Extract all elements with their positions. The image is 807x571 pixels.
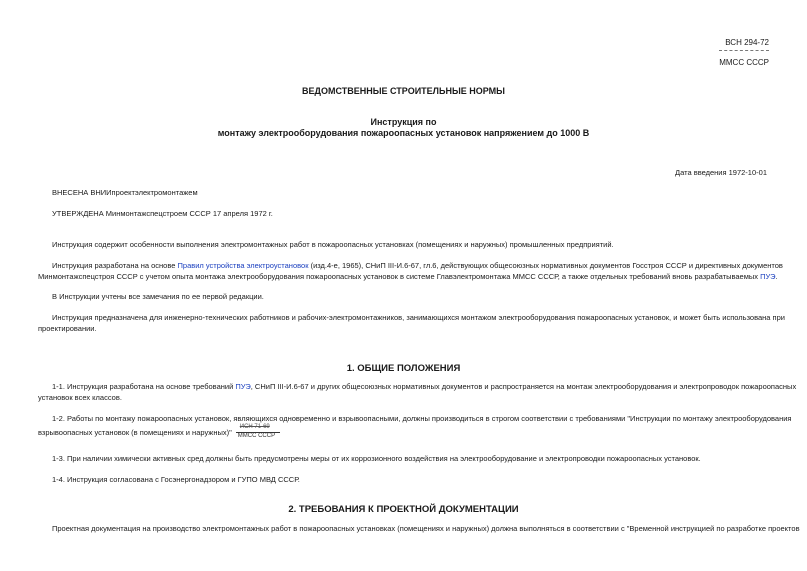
section-1-paragraph-2: 1-2. Работы по монтажу пожароопасных установок, являющихся одновременно и взрывоопасными, должны производиться в строгом соответствии с требованиями "Инструкции по монтажу электрооборудования (52, 414, 792, 423)
introduced-by: ВНЕСЕНА ВНИИпроектэлектромонтажем (52, 188, 198, 197)
link-pue[interactable]: ПУЭ (235, 382, 251, 391)
text: (изд.4-е, 1965), СНиП III-И.6-67, гл.6, действующих общесоюзных нормативных документов Госстроя СССР и директивных документов (308, 261, 783, 270)
doc-code-rule (719, 50, 769, 51)
doc-subtitle-line1: Инструкция по (370, 117, 437, 127)
doc-code: ВСН 294-72 (725, 38, 769, 47)
intro-paragraph-1: Инструкция содержит особенности выполнения электромонтажных работ в пожароопасных установках (помещениях и наружных) промышленных предприятий. (52, 240, 614, 249)
fraction-top: ИСН 71-69 (239, 424, 270, 430)
text: . (775, 272, 778, 281)
link-pue-rules[interactable]: Правил устройства электроустановок (177, 261, 309, 270)
text: Инструкция разработана на основе (52, 261, 178, 270)
approved-by: УТВЕРЖДЕНА Минмонтажспецстроем СССР 17 апреля 1972 г. (52, 209, 273, 218)
text: взрывоопасных установок (в помещениях и наружных)" (38, 428, 232, 437)
intro-paragraph-2 (52, 261, 783, 270)
effective-date: Дата введения 1972-10-01 (675, 168, 767, 177)
intro-paragraph-4-line2: проектировании. (38, 324, 97, 333)
intro-paragraph-2-line2 (38, 272, 778, 281)
section-1-paragraph-1 (52, 382, 796, 391)
section-1-paragraph-1-line2: установок всех классов. (38, 393, 122, 402)
fraction-bottom: ММСС СССР (237, 433, 276, 439)
section-2-paragraph-1: Проектная документация на производство электромонтажных работ в пожароопасных установках (помещениях и наружных) должна выполняться в соответствии с "Временной инструкцией по разработке проектов (52, 524, 800, 533)
section-1-paragraph-4: 1-4. Инструкция согласована с Госэнергонадзором и ГУПО МВД СССР. (52, 475, 300, 484)
section-2-title: 2. ТРЕБОВАНИЯ К ПРОЕКТНОЙ ДОКУМЕНТАЦИИ (288, 504, 519, 515)
text: , СНиП III-И.6-67 и других общесоюзных нормативных документов и распространяется на монтаж электрооборудования и электропроводок пожароопасных (250, 382, 797, 391)
link-pue[interactable]: ПУЭ (760, 272, 776, 281)
doc-subtitle-line2: монтажу электрооборудования пожароопасных установок напряжением до 1000 В (217, 128, 590, 138)
intro-paragraph-3: В Инструкции учтены все замечания по ее первой редакции. (52, 292, 264, 301)
text: Минмонтажспецстроя СССР с учетом опыта монтажа электрооборудования пожароопасных установок в системе Главэлектромонтажа ММСС СССР, а также отдельных требований вновь разрабатываемых (38, 272, 761, 281)
section-1-paragraph-2-line2 (38, 425, 280, 439)
doc-title: ВЕДОМСТВЕННЫЕ СТРОИТЕЛЬНЫЕ НОРМЫ (302, 86, 505, 96)
section-1-paragraph-3: 1-3. При наличии химически активных сред должны быть предусмотрены меры от их коррозионного воздействия на электрооборудование и электропроводки пожароопасных установок. (52, 454, 701, 463)
document-reference-fraction (236, 425, 280, 439)
section-1-title: 1. ОБЩИЕ ПОЛОЖЕНИЯ (346, 363, 461, 374)
text: 1-1. Инструкция разработана на основе требований (52, 382, 236, 391)
intro-paragraph-4: Инструкция предназначена для инженерно-технических работников и рабочих-электромонтажников, занимающихся монтажом электрооборудования пожароопасных установок, и может быть использована при (52, 313, 785, 322)
doc-org: ММСС СССР (719, 58, 769, 67)
